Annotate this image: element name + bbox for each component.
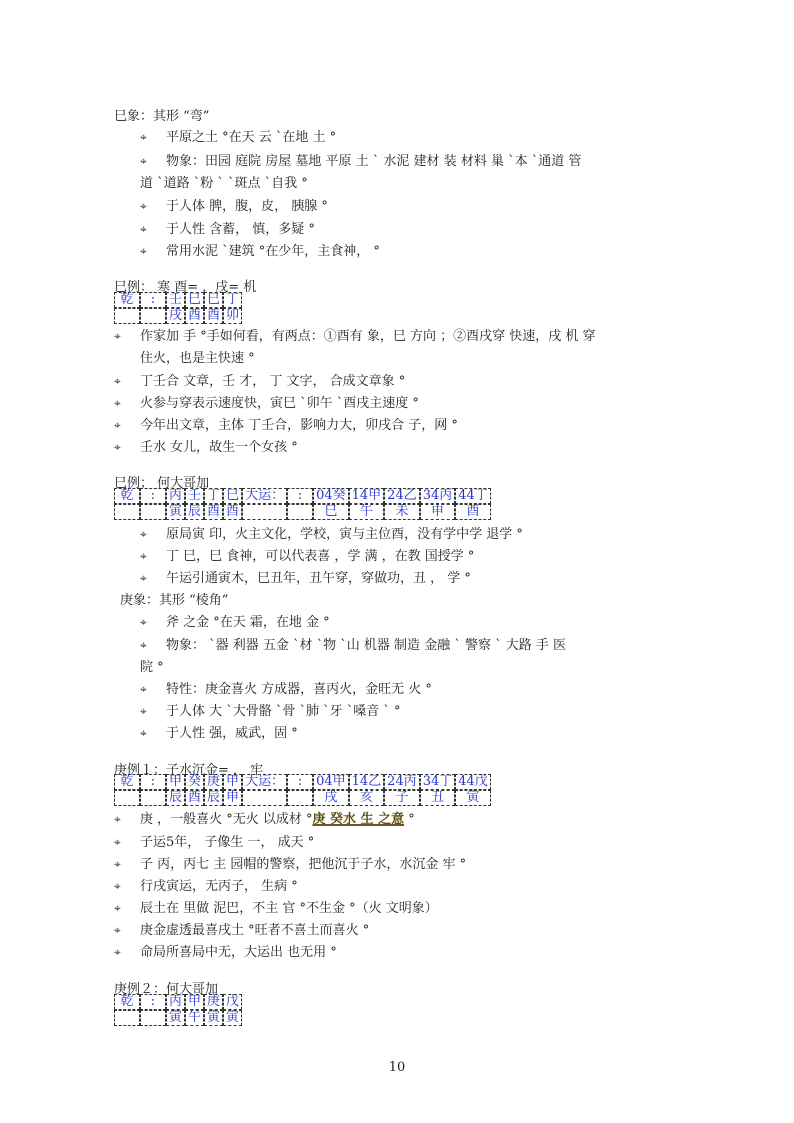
grid-cell: : — [287, 774, 313, 790]
grid-cell: 14乙 — [349, 774, 385, 790]
grid-cell: 癸 — [185, 774, 204, 790]
grid-cell: 巳 — [223, 488, 242, 504]
grid-cell: 戌 — [313, 790, 349, 806]
grid-cell: 庚 — [204, 994, 223, 1010]
grid-cell: 戊 — [223, 994, 242, 1010]
section-title-si-li: 巳例： 寒 酉= ，戌= 机 — [114, 280, 257, 295]
bullet-icon: ⌖ — [140, 154, 147, 168]
grid-cell: 午 — [349, 504, 385, 520]
list-item: ⌖ 辰土在 里做 泥巴，不主 官 °不生金 °（火 文明象） — [114, 901, 438, 916]
list-item-continuation: 院 ° — [140, 660, 164, 675]
bullet-icon: ⌖ — [140, 199, 147, 213]
grid-cell — [140, 308, 166, 324]
grid-cell: 酉 — [204, 308, 223, 324]
grid-cell: 壬 — [185, 488, 204, 504]
list-item: ⌖ 子 丙，丙七 主 园帽的警察，把他沉于子水，水沉金 牢 ° — [114, 857, 467, 872]
grid-cell: 丙 — [166, 994, 185, 1010]
grid-cell — [114, 308, 140, 324]
grid-cell — [287, 790, 313, 806]
list-item: ⌖ 于人性 含蓄， 慎，多疑 ° — [140, 222, 315, 237]
grid-cell: 未 — [384, 504, 420, 520]
grid-cell: 酉 — [223, 504, 242, 520]
bullet-icon: ⌖ — [114, 396, 121, 410]
section-title-si-li-2: 巳例； 何大哥加 — [114, 476, 210, 491]
grid-cell: 14甲 — [349, 488, 385, 504]
list-item: ⌖ 物象： `器 利器 五金 `材 `物 `山 机器 制造 金融 ` 警察 ` 大路 手 医 — [140, 638, 566, 653]
bullet-icon: ⌖ — [114, 857, 121, 871]
grid-cell: 乾 — [114, 292, 140, 308]
grid-cell: 24丙 — [384, 774, 420, 790]
grid-cell: 甲 — [185, 994, 204, 1010]
list-item-continuation: 住火，也是主快速 ° — [140, 351, 255, 366]
grid-cell: 44丁 — [455, 488, 491, 504]
bullet-icon: ⌖ — [114, 835, 121, 849]
grid-cell: 24乙 — [384, 488, 420, 504]
list-item: ⌖ 平原之土 °在天 云 `在地 土 ° — [140, 130, 337, 145]
list-item: ⌖ 于人体 脾，腹，皮， 胰腺 ° — [140, 199, 328, 214]
grid-cell: 申 — [420, 504, 456, 520]
list-item: ⌖ 丁 巳，巳 食神，可以代表喜 ，学 满 ，在教 国授学 ° — [140, 549, 475, 564]
grid-cell: 34丙 — [420, 488, 456, 504]
list-item: ⌖ 斧 之金 °在天 霜，在地 金 ° — [140, 615, 330, 630]
grid-cell: 酉 — [455, 504, 491, 520]
bullet-icon: ⌖ — [140, 571, 147, 585]
chart-grid — [114, 994, 242, 1026]
grid-cell: 辰 — [185, 504, 204, 520]
bullet-icon: ⌖ — [140, 244, 147, 258]
grid-cell — [140, 1010, 166, 1026]
bullet-icon: ⌖ — [114, 440, 121, 454]
highlighted-text: 庚 癸水 生 之意 — [312, 812, 405, 827]
grid-cell: 乾 — [114, 488, 140, 504]
grid-cell: 申 — [223, 790, 242, 806]
list-item: ⌖ 行戌寅运，无丙子， 生病 ° — [114, 879, 298, 894]
bullet-icon: ⌖ — [140, 726, 147, 740]
grid-cell: 乾 — [114, 994, 140, 1010]
list-item: ⌖ 于人性 强，威武，固 ° — [140, 726, 298, 741]
grid-cell: 子 — [384, 790, 420, 806]
grid-cell: 酉 — [185, 308, 204, 324]
grid-cell: 壬 — [166, 292, 185, 308]
list-item: ⌖ 子运5年， 子像生 一， 成天 ° — [114, 835, 315, 850]
grid-cell — [114, 1010, 140, 1026]
list-item: ⌖ 命局所喜局中无，大运出 也无用 ° — [114, 945, 337, 960]
list-item: ⌖ 于人体 大 `大骨骼 `骨 `肺 `牙 `嗓音 ` ° — [140, 704, 401, 719]
grid-cell: 44戊 — [455, 774, 491, 790]
grid-cell — [140, 504, 166, 520]
grid-cell: 酉 — [185, 790, 204, 806]
bullet-icon: ⌖ — [114, 923, 121, 937]
grid-cell: 丑 — [420, 790, 456, 806]
grid-cell: 巳 — [313, 504, 349, 520]
bullet-icon: ⌖ — [140, 682, 147, 696]
grid-cell — [114, 504, 140, 520]
grid-cell: : — [140, 774, 166, 790]
list-item: ⌖ 常用水泥 `建筑 °在少年，主食神， ° — [140, 244, 380, 259]
bullet-icon: ⌖ — [114, 812, 121, 826]
grid-cell: 04甲 — [313, 774, 349, 790]
grid-cell: 寅 — [166, 504, 185, 520]
chart-grid — [114, 292, 242, 324]
list-item-continuation: 道 `道路 `粉 ` `斑点 `自我 ° — [140, 176, 308, 191]
bullet-icon: ⌖ — [114, 418, 121, 432]
grid-cell: 酉 — [204, 504, 223, 520]
list-item: ⌖ 原局寅 印，火主文化，学校，寅与主位酉，没有学中学 退学 ° — [140, 527, 523, 542]
list-item: ⌖ 庚金虚透最喜戌土 °旺者不喜土而喜火 ° — [114, 923, 370, 938]
section-title-geng-xiang: 庚象：其形 “棱角” — [120, 593, 229, 608]
chart-grid — [114, 488, 491, 520]
bullet-icon: ⌖ — [140, 549, 147, 563]
bullet-icon: ⌖ — [140, 527, 147, 541]
grid-cell: 辰 — [204, 790, 223, 806]
chart-grid — [114, 774, 491, 806]
bullet-icon: ⌖ — [140, 638, 147, 652]
page-number: 10 — [388, 1060, 406, 1075]
list-item: ⌖ 特性：庚金喜火 方成器，喜丙火，金旺无 火 ° — [140, 682, 432, 697]
bullet-icon: ⌖ — [140, 704, 147, 718]
list-item: ⌖ 壬水 女儿，故生一个女孩 ° — [114, 440, 298, 455]
grid-cell: 寅 — [204, 1010, 223, 1026]
bullet-icon: ⌖ — [114, 901, 121, 915]
list-item: ⌖ 午运引通寅木，巳丑年，丑午穿，穿做功，丑 ， 学 ° — [140, 571, 471, 586]
bullet-icon: ⌖ — [114, 879, 121, 893]
grid-cell: 丁 — [204, 488, 223, 504]
grid-cell: 亥 — [349, 790, 385, 806]
grid-cell: 寅 — [455, 790, 491, 806]
bullet-icon: ⌖ — [114, 374, 121, 388]
bullet-icon: ⌖ — [114, 945, 121, 959]
grid-cell: 寅 — [223, 1010, 242, 1026]
grid-cell: : — [140, 488, 166, 504]
grid-cell: 大运： — [242, 774, 287, 790]
list-item: ⌖ 庚 ，一般喜火 °无火 以成材 °庚 癸水 生 之意 ° — [114, 812, 415, 827]
grid-cell — [114, 790, 140, 806]
grid-cell: 甲 — [223, 774, 242, 790]
grid-cell: 甲 — [166, 774, 185, 790]
bullet-icon: ⌖ — [114, 329, 121, 343]
list-item: ⌖ 今年出文章，主体 丁壬合，影响力大，卯戌合 子，网 ° — [114, 418, 458, 433]
grid-cell: 乾 — [114, 774, 140, 790]
grid-cell: 寅 — [166, 1010, 185, 1026]
grid-cell: 丁 — [223, 292, 242, 308]
grid-cell — [140, 790, 166, 806]
list-item: ⌖ 作家加 手 °手如何看，有两点：①酉有 象，巳 方向 ；②酉戌穿 快速，戌 机 穿 — [114, 329, 596, 344]
grid-cell: 巳 — [204, 292, 223, 308]
grid-cell: 巳 — [185, 292, 204, 308]
bullet-icon: ⌖ — [140, 615, 147, 629]
grid-cell: 辰 — [166, 790, 185, 806]
grid-cell: 04癸 — [313, 488, 349, 504]
grid-cell: 午 — [185, 1010, 204, 1026]
grid-cell: 丙 — [166, 488, 185, 504]
grid-cell — [242, 790, 287, 806]
list-item: ⌖ 火参与穿表示速度快，寅巳 `卯午 `酉戌主速度 ° — [114, 396, 419, 411]
section-title-si-xiang: 巳象：其形 “弯” — [114, 109, 210, 124]
list-item: ⌖ 丁壬合 文章，壬 才， 丁 文字， 合成文章象 ° — [114, 374, 406, 389]
grid-cell: : — [287, 488, 313, 504]
bullet-icon: ⌖ — [140, 130, 147, 144]
bullet-icon: ⌖ — [140, 222, 147, 236]
grid-cell — [287, 504, 313, 520]
grid-cell: : — [140, 994, 166, 1010]
grid-cell: 大运： — [242, 488, 287, 504]
grid-cell: 戌 — [166, 308, 185, 324]
grid-cell: 34丁 — [420, 774, 456, 790]
grid-cell: : — [140, 292, 166, 308]
section-title-geng-li-2: 庚例２：何大哥加 — [114, 982, 219, 997]
list-item: ⌖ 物象：田园 庭院 房屋 墓地 平原 土 ` 水泥 建材 装 材料 巢 `本 `通道 管 — [140, 154, 582, 169]
grid-cell: 庚 — [204, 774, 223, 790]
grid-cell — [242, 504, 287, 520]
section-title-geng-li-1: 庚例１：子水沉金= ， 牢 — [114, 763, 264, 778]
grid-cell: 卯 — [223, 308, 242, 324]
